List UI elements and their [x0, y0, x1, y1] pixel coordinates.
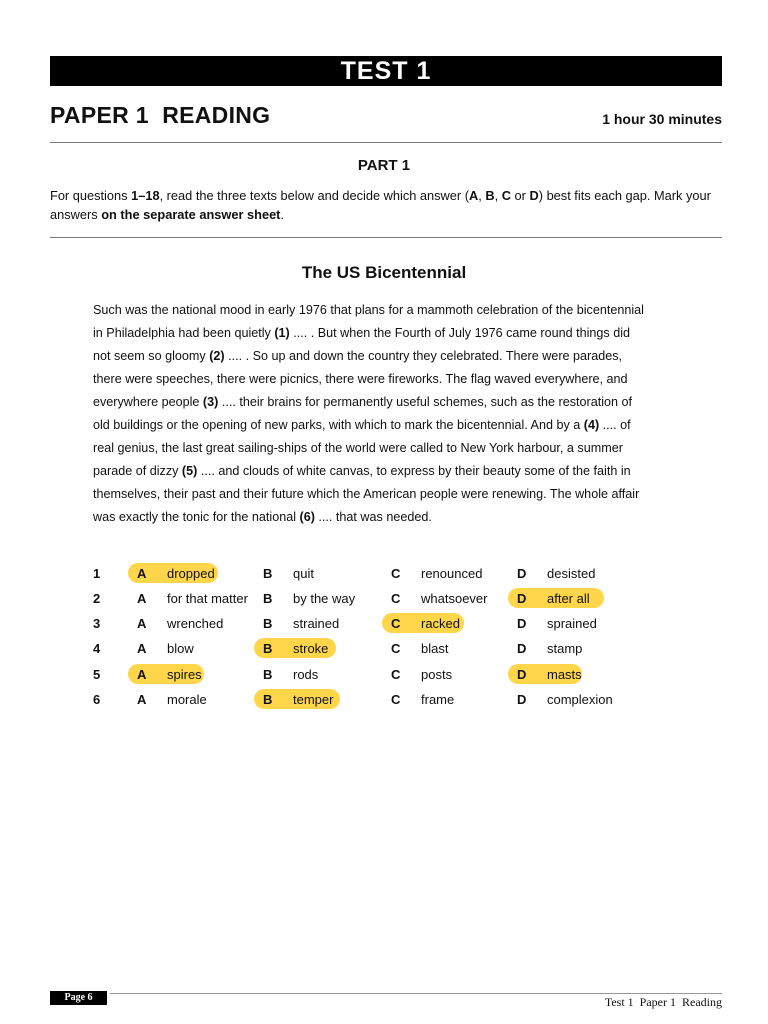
instructions-text: For questions	[50, 188, 132, 203]
option-letter: D	[517, 616, 527, 631]
question-row	[0, 639, 768, 659]
option-word: morale	[167, 692, 207, 707]
question-row	[0, 589, 768, 609]
option-word: rods	[293, 667, 319, 682]
instructions-letter: D	[529, 188, 539, 203]
instructions-text: , read the three texts below and decide which answer (	[159, 188, 469, 203]
option-word: blow	[167, 641, 194, 656]
option-word: posts	[421, 667, 453, 682]
option-letter: B	[263, 566, 273, 581]
option-letter: C	[391, 667, 401, 682]
option-letter: C	[391, 641, 401, 656]
instructions-text: ) best fits each gap. Mark your answers	[50, 188, 711, 222]
instructions-text: .	[280, 207, 285, 222]
option-letter: A	[137, 566, 147, 581]
option-letter: B	[263, 692, 273, 707]
gap-marker: (6)	[299, 510, 315, 524]
option-word: strained	[293, 616, 340, 631]
question-row	[0, 690, 768, 710]
gap-marker: (3)	[202, 395, 219, 409]
gap-marker: (2)	[209, 349, 225, 363]
option-word: renounced	[421, 566, 483, 581]
option-letter: C	[391, 616, 401, 631]
instructions-range: 1–18	[131, 188, 160, 203]
gap-marker: (4)	[583, 418, 600, 432]
instructions-text: or	[511, 188, 530, 203]
option-letter: A	[137, 667, 147, 682]
option-word: wrenched	[167, 616, 224, 631]
option-letter: A	[137, 692, 147, 707]
question-row	[0, 665, 768, 685]
passage	[93, 299, 645, 529]
passage-text: .... and clouds of white canvas, to express by their beauty some of the faith in themselves, their past and their future which the American people were renewing. The whole affair was exactly the tonic for the national	[93, 464, 640, 524]
question-row	[0, 564, 768, 584]
question-number: 1	[93, 566, 101, 581]
option-word: spires	[167, 667, 202, 682]
question-number: 2	[93, 591, 101, 606]
passage-text: .... . But when the Fourth of July 1976 came round things did not seem so gloomy	[93, 326, 630, 363]
question-number: 3	[93, 616, 101, 631]
option-word: desisted	[547, 566, 596, 581]
divider	[50, 142, 722, 143]
part-heading: PART 1	[357, 157, 411, 174]
option-word: quit	[293, 566, 314, 581]
passage-text: .... . So up and down the country they celebrated. There were parades, there were speeches, there were picnics, there were fireworks. The flag waved everywhere, and everywhere people	[93, 349, 628, 409]
option-letter: B	[263, 641, 273, 656]
option-letter: D	[517, 566, 527, 581]
text-title: The US Bicentennial	[301, 263, 467, 282]
instructions-text: ,	[494, 188, 502, 203]
question-number: 6	[93, 692, 101, 707]
instructions-text: ,	[478, 188, 486, 203]
option-word: dropped	[167, 566, 215, 581]
option-letter: C	[391, 591, 401, 606]
option-word: for that matter	[167, 591, 248, 606]
option-letter: C	[391, 566, 401, 581]
option-word: temper	[293, 692, 334, 707]
option-letter: B	[263, 616, 273, 631]
option-letter: D	[517, 667, 527, 682]
question-number: 4	[93, 641, 101, 656]
option-word: sprained	[547, 616, 597, 631]
option-letter: D	[517, 641, 527, 656]
option-letter: D	[517, 591, 527, 606]
page-number: Page 6	[50, 991, 107, 1005]
option-word: racked	[421, 616, 461, 631]
option-word: stroke	[293, 641, 329, 656]
question-number: 5	[93, 667, 101, 682]
option-word: by the way	[293, 591, 356, 606]
passage-text: .... of real genius, the last great sailing-ships of the world were called to New York harbour, a summer parade of dizzy	[93, 418, 631, 478]
passage-text: .... their brains for permanently useful schemes, such as the restoration of old buildings or the opening of new parks, with which to mark the bicentennial. And by a	[93, 395, 633, 432]
passage-text: Such was the national mood in early 1976 that plans for a mammoth celebration of the bicentennial in Philadelphia had been quietly	[93, 303, 644, 340]
footer-running-title: Test 1 Paper 1 Reading	[604, 995, 722, 1009]
option-word: blast	[421, 641, 449, 656]
option-letter: A	[137, 616, 147, 631]
instructions-emphasis: on the separate answer sheet	[101, 207, 281, 222]
option-word: frame	[421, 692, 455, 707]
option-word: after all	[547, 591, 590, 606]
option-letter: D	[517, 692, 527, 707]
footer-divider	[110, 993, 722, 994]
option-letter: A	[137, 591, 147, 606]
instructions	[50, 186, 730, 224]
option-letter: B	[263, 591, 273, 606]
option-word: stamp	[547, 641, 583, 656]
question-row	[0, 614, 768, 634]
option-word: whatsoever	[421, 591, 488, 606]
option-letter: C	[391, 692, 401, 707]
option-word: complexion	[547, 692, 613, 707]
gap-marker: (5)	[181, 464, 198, 478]
duration-label: 1 hour 30 minutes	[602, 111, 722, 127]
instructions-letter: C	[501, 188, 511, 203]
test-banner: TEST 1	[50, 56, 722, 86]
option-letter: B	[263, 667, 273, 682]
divider	[50, 237, 722, 238]
option-word: masts	[547, 667, 582, 682]
gap-marker: (1)	[274, 326, 290, 340]
instructions-letter: B	[485, 188, 495, 203]
paper-title: PAPER 1 READING	[50, 102, 271, 128]
passage-text: .... that was needed.	[314, 510, 432, 524]
option-letter: A	[137, 641, 147, 656]
instructions-letter: A	[469, 188, 479, 203]
